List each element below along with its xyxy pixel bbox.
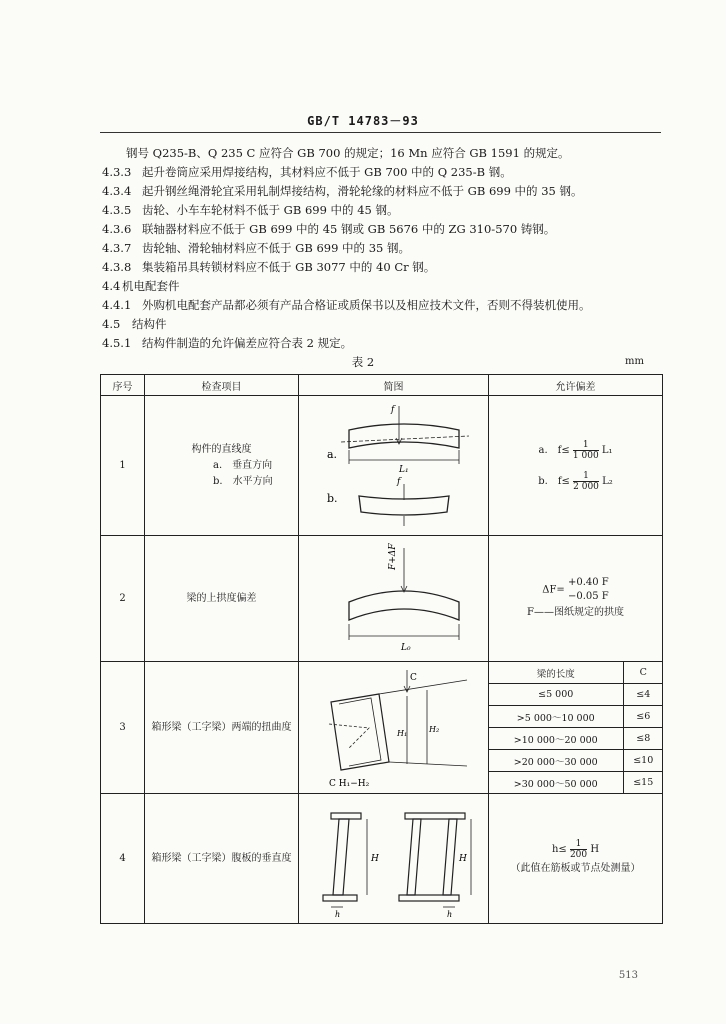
paragraph-text: 集装箱吊具转锁材料应不低于 GB 3077 中的 40 Cr 钢。: [142, 260, 436, 274]
row-number: 2: [101, 536, 145, 662]
sketch-label-a: a.: [326, 447, 337, 461]
sketch-label-h2: h: [446, 909, 452, 919]
page-number: 513: [618, 970, 638, 981]
header-rule: [100, 132, 661, 133]
verticality-formula: [489, 839, 662, 860]
inner-row: [489, 684, 663, 706]
check-item-sub: b. 水平方向: [213, 475, 273, 487]
clause-number: 4.5: [102, 317, 121, 331]
tolerance-note: （此值在筋板或节点处测量）: [510, 863, 641, 874]
paragraph-7: [102, 278, 180, 294]
row-number: 3: [101, 662, 145, 794]
length-range: >10 000～20 000: [489, 728, 623, 750]
sketch-label-l0: L₀: [400, 642, 411, 653]
sketch-label-h1: H₁: [396, 728, 407, 738]
denominator: 200: [569, 850, 588, 860]
clause-number: 4.5.1: [102, 336, 132, 350]
paragraph-0: [126, 145, 570, 161]
sketch-cell: [299, 662, 489, 794]
table-header-row: [101, 375, 663, 396]
header-item: 检查项目: [145, 375, 299, 396]
tolerance-prefix: b. f≤: [538, 475, 570, 487]
tolerance-prefix: a. f≤: [538, 444, 570, 456]
tolerance-b: [489, 471, 662, 492]
length-range: >30 000～50 000: [489, 772, 623, 794]
denominator: 1 000: [572, 450, 599, 461]
header-tolerance: 允许偏差: [489, 375, 663, 396]
check-item: 箱形梁（工字梁）腹板的垂直度: [145, 794, 299, 924]
check-item: [145, 396, 299, 536]
tolerance-cell: [489, 794, 663, 924]
paragraph-2: [102, 183, 583, 199]
table-row: [101, 662, 663, 794]
sketch-cell: [299, 794, 489, 924]
tolerance-prefix: ΔF=: [542, 584, 565, 595]
numerator: 1: [573, 440, 599, 451]
table-unit: mm: [625, 356, 644, 367]
clause-number: 4.3.5: [102, 203, 132, 217]
inner-header-c: C: [623, 662, 663, 684]
length-range: ≤5 000: [489, 684, 623, 706]
sketch-label-H2: H: [458, 853, 467, 864]
sketch-label-c: C: [409, 672, 417, 683]
clause-number: 4.3.6: [102, 222, 132, 236]
paragraph-text: 齿轮轴、滑轮轴材料应不低于 GB 699 中的 35 钢。: [142, 241, 410, 255]
paragraph-text: 齿轮、小车车轮材料不低于 GB 699 中的 45 钢。: [142, 203, 399, 217]
inner-header-row: [489, 662, 663, 684]
paragraph-5: [102, 240, 410, 256]
camber-sketch: [309, 540, 479, 658]
sketch-label-b: b.: [326, 491, 338, 505]
c-value: ≤4: [623, 684, 663, 706]
beam-length-table: [489, 662, 663, 793]
clause-number: 4.3.3: [102, 165, 132, 179]
tolerance-lower: −0.05 F: [567, 590, 609, 602]
c-value: ≤15: [623, 772, 663, 794]
paragraph-10: [102, 335, 352, 351]
c-value: ≤8: [623, 728, 663, 750]
sketch-label-h2: H₂: [428, 724, 439, 734]
tolerance-range: [568, 576, 609, 604]
numerator: 1: [570, 839, 587, 850]
table-caption: 表 2: [351, 355, 375, 369]
paragraph-8: [102, 297, 591, 313]
fraction: [570, 839, 587, 860]
tolerance-note: F——图纸规定的拱度: [527, 606, 624, 618]
paragraph-3: [102, 202, 399, 218]
length-range: >20 000～30 000: [489, 750, 623, 772]
paragraph-text: 机电配套件: [122, 279, 180, 293]
paragraph-text: 结构件: [132, 317, 167, 331]
inner-header-length: 梁的长度: [489, 662, 623, 684]
sketch-cell: [299, 536, 489, 662]
fraction: [573, 440, 599, 461]
check-item: 箱形梁（工字梁）两端的扭曲度: [145, 662, 299, 794]
paragraph-text: 起升钢丝绳滑轮宜采用轧制焊接结构，滑轮轮缘的材料应不低于 GB 699 中的 35 钢。: [142, 184, 583, 198]
paragraph-9: [102, 316, 167, 332]
paragraph-text: 钢号 Q235-B、Q 235 C 应符合 GB 700 的规定；16 Mn 应符合 GB 1591 的规定。: [126, 146, 570, 160]
twist-sketch: [309, 666, 479, 790]
inner-row: [489, 706, 663, 728]
check-item-title: 构件的直线度: [191, 443, 252, 455]
clause-number: 4.3.7: [102, 241, 132, 255]
check-item: 梁的上拱度偏差: [145, 536, 299, 662]
header-no: 序号: [101, 375, 145, 396]
tolerance-suffix: L₂: [602, 475, 613, 487]
sketch-cell: [299, 396, 489, 536]
row-number: 4: [101, 794, 145, 924]
sketch-label-f: f: [390, 404, 394, 415]
tolerance-suffix: H: [590, 844, 600, 855]
standard-header: GB/T 14783－93: [307, 114, 419, 128]
table-row: [101, 396, 663, 536]
table-row: [101, 794, 663, 924]
sketch-label-camber: F+ΔF: [387, 542, 398, 570]
c-value: ≤10: [623, 750, 663, 772]
paragraph-4: [102, 221, 555, 237]
paragraph-text: 外购机电配套产品都必须有产品合格证或质保书以及相应技术文件，否则不得装机使用。: [142, 298, 591, 312]
clause-number: 4.4.1: [102, 298, 132, 312]
camber-formula: [489, 576, 662, 604]
paragraph-text: 联轴器材料应不低于 GB 699 中的 45 钢或 GB 5676 中的 ZG 310-570 铸钢。: [142, 222, 556, 236]
numerator: 1: [573, 471, 599, 482]
inner-row: [489, 728, 663, 750]
inner-row: [489, 772, 663, 794]
clause-number: 4.3.4: [102, 184, 132, 198]
paragraph-1: [102, 164, 512, 180]
tolerance-prefix: h≤: [551, 844, 567, 855]
paragraph-text: 结构件制造的允许偏差应符合表 2 规定。: [142, 336, 353, 350]
sketch-label-H: H: [370, 853, 379, 864]
web-verticality-sketch: [309, 799, 479, 919]
clause-number: 4.3.8: [102, 260, 132, 274]
straightness-sketch: [309, 400, 479, 532]
sketch-label-l1: L₁: [398, 464, 409, 475]
paragraph-6: [102, 259, 435, 275]
sketch-label-f2: f: [396, 476, 400, 487]
fraction: [573, 471, 599, 492]
tolerance-a: [489, 440, 662, 461]
tolerance-cell: [489, 396, 663, 536]
tolerance-cell: [489, 536, 663, 662]
tolerance-suffix: L₁: [601, 444, 613, 456]
denominator: 2 000: [573, 481, 599, 492]
clause-number: 4.4: [102, 279, 121, 293]
c-value: ≤6: [623, 706, 663, 728]
tolerance-upper: +0.40 F: [567, 576, 609, 588]
header-sketch: 简图: [299, 375, 489, 396]
paragraph-text: 起升卷筒应采用焊接结构，其材料应不低于 GB 700 中的 Q 235-B 钢。: [142, 165, 512, 179]
sketch-label-formula: C H₁−H₂: [328, 778, 369, 789]
inner-row: [489, 750, 663, 772]
table-row: [101, 536, 663, 662]
check-item-sub: a. 垂直方向: [213, 459, 273, 471]
sketch-label-h: h: [334, 909, 340, 919]
tolerance-cell: [489, 662, 663, 794]
tolerance-table: [100, 374, 663, 924]
length-range: >5 000～10 000: [489, 706, 623, 728]
row-number: 1: [101, 396, 145, 536]
